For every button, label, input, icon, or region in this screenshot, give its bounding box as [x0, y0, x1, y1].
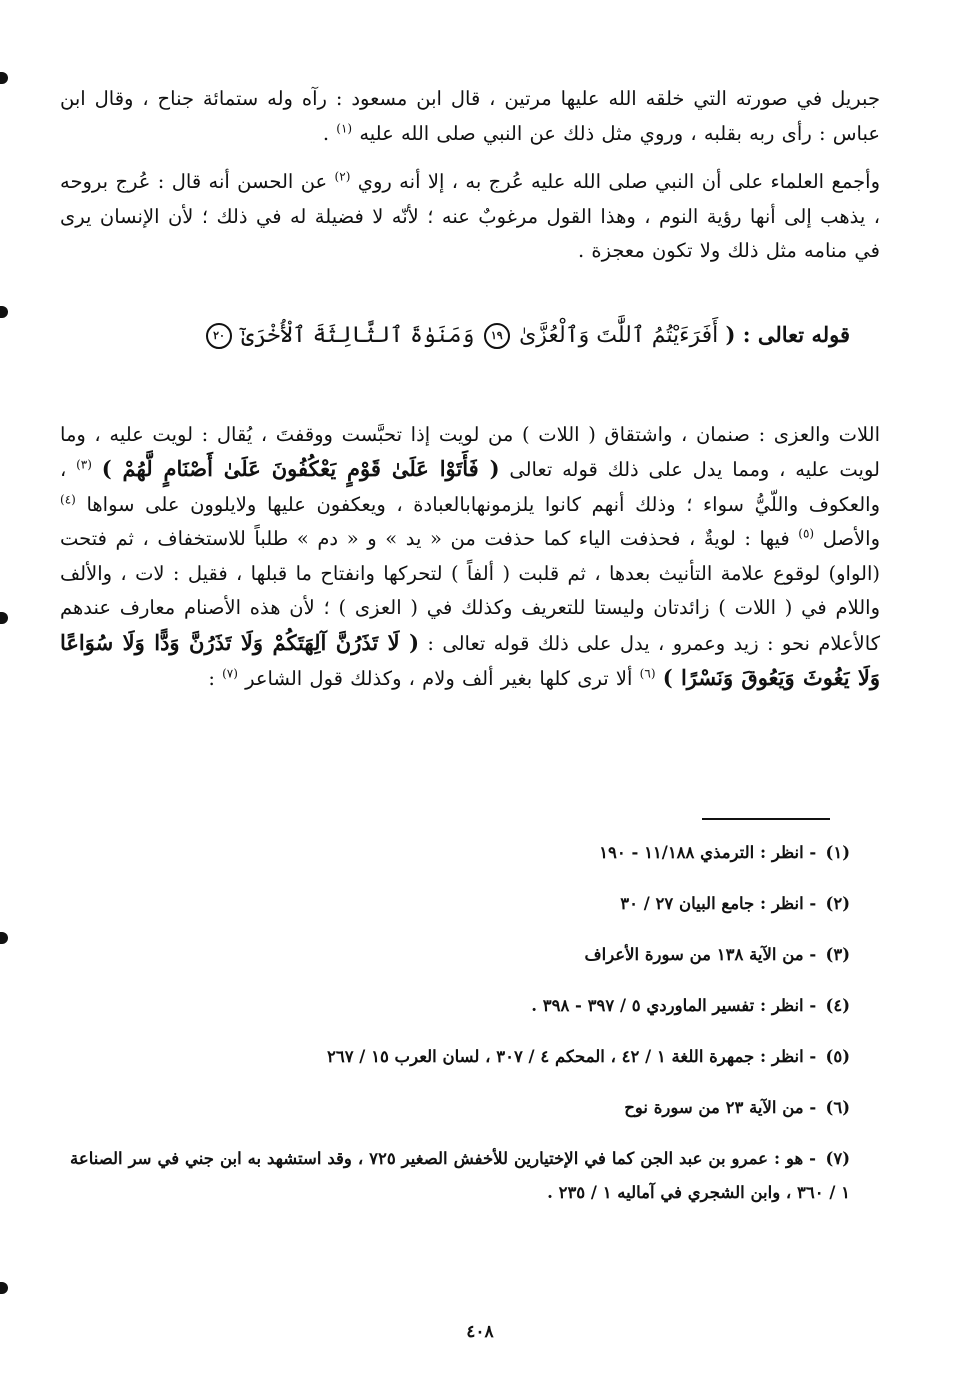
footnote-ref-7[interactable]: (٧): [222, 666, 238, 681]
paragraph-2-text-a: وأجمع العلماء على أن النبي صلى الله عليه عُرج به ، إلا أنه روي: [357, 170, 880, 193]
body-text-2: ، والعكوف واللّيُّ سواء ؛ وذلك أنهم كانوا يلزمونهابالعبادة ، ويعكفون عليها ولايلوون على سواها: [60, 458, 880, 516]
footnote-number: (٤): [825, 996, 850, 1015]
verse-text-20: وَمَنَوٰةَ ٱلثَّالِثَةَ ٱلْأُخْرَىٰٓ: [241, 322, 475, 348]
footnote-number: (٦): [825, 1098, 850, 1117]
footnotes: [70, 836, 850, 1210]
footnote-6: [70, 1091, 850, 1125]
binding-hole-5: [0, 1282, 8, 1294]
quran-quote-1: ( فَأَتَوْا عَلَىٰ قَوْمٍ يَعْكُفُونَ عَلَىٰ أَصْنَامٍ لَّهُمْ ): [101, 456, 500, 481]
footnote-number: (٢): [825, 894, 850, 913]
footnote-text: - من الآية ٢٣ من سورة نوح: [624, 1098, 817, 1117]
footnote-ref-6[interactable]: (٦): [639, 666, 656, 681]
footnote-text: - انظر : جامع البيان ٢٧ / ٣٠: [620, 894, 817, 913]
body-text-5: ألا ترى كلها بغير ألف ولام ، وكذلك قول الشاعر: [245, 667, 633, 690]
paragraph-1-text: جبريل في صورته التي خلقه الله عليها مرتين ، قال ابن مسعود : رآه وله ستمائة جناح ، وقال ابن عباس : رأى ربه بقلبه ، وروي مثل ذلك عن النبي صلى الله عليه: [60, 87, 880, 145]
paragraph-3: [60, 418, 880, 697]
footnote-7: [70, 1142, 850, 1210]
binding-hole-4: [0, 932, 8, 944]
footnote-number: (٧): [825, 1149, 850, 1168]
footnote-ref-1[interactable]: (١): [336, 121, 353, 135]
footnote-4: [70, 989, 850, 1023]
verse-text-19: أَفَرَءَيْتُمُ ٱللَّٰتَ وَٱلْعُزَّىٰ: [519, 322, 719, 348]
footnote-ref-5[interactable]: (٥): [798, 526, 815, 541]
verse-heading: [60, 315, 880, 356]
footnote-number: (٥): [825, 1047, 850, 1066]
body-text-6: :: [208, 667, 215, 690]
footnote-3: [70, 938, 850, 972]
footnote-ref-2[interactable]: (٢): [334, 169, 351, 184]
footnote-text: - انظر : جمهرة اللغة ١ / ٤٢ ، المحكم ٤ / ٣٠٧ ، لسان العرب ١٥ / ٢٦٧: [326, 1047, 817, 1066]
footnote-ref-4[interactable]: (٤): [60, 492, 76, 506]
page-content: [60, 82, 880, 709]
binding-hole-2: [0, 306, 8, 318]
paragraph-1: [60, 82, 880, 151]
paragraph-2: [60, 165, 880, 269]
binding-hole-3: [0, 612, 8, 624]
ayah-number-marker-icon: ٢٠: [206, 323, 232, 349]
footnote-separator: [702, 818, 830, 820]
footnote-5: [70, 1040, 850, 1074]
footnote-number: (١): [825, 843, 850, 862]
quran-quote-2: ( لَا تَذَرُنَّ آلِهَتَكُمْ وَلَا تَذَرُنَّ وَدًّا وَلَا سُوَاعًا وَلَا يَغُوثَ وَيَعُوقَ وَنَسْرًا ): [60, 629, 880, 690]
binding-hole-1: [0, 72, 8, 84]
verse-heading-label: قوله تعالى : (: [725, 321, 850, 347]
footnote-2: [70, 887, 850, 921]
paragraph-2-text-b: عن الحسن أنه قال : عُرج بروحه ، يذهب إلى أنها رؤية النوم ، وهذا القول مرغوبٌ عنه ؛ لأنّه لا فضيلة له في ذلك ؛ لأن الإنسان يرى في منامه مثل ذلك ولا تكون معجزة .: [60, 170, 880, 262]
footnote-text: - انظر : الترمذي ١١/١٨٨ - ١٩٠: [599, 843, 817, 862]
footnote-number: (٣): [825, 945, 850, 964]
ayah-number-marker-icon: ١٩: [484, 323, 510, 349]
footnote-text: - من الآية ١٣٨ من سورة الأعراف: [584, 945, 817, 964]
body-text-3: والأصل: [822, 527, 880, 550]
body-text-1: اللات والعزى : صنمان ، واشتقاق ( اللات ) من لويت إذا تحبَّست ووقفتَ ، يُقال : لويت عليه ، وما لويت عليه ، ومما يدل على ذلك قوله تعالى: [60, 422, 880, 481]
footnote-text: - انظر : تفسير الماوردي ٥ / ٣٩٧ - ٣٩٨ .: [531, 996, 817, 1015]
body-text-4: فيها : لويةٌ ، فحذفت الياء كما حذفت من « يد » و « دم » طلباً للاستخفاف ، ثم فتحت (الواو) لوقوع علامة التأنيث بعدها ، ثم قلبت ( ألفاً ) لتحركها وانفتاح ما قبلها ، فقيل : لات ، والألف واللام في ( اللات ) زائدتان وليستا للتعريف وكذلك في ( العزى ) ؛ لأن هذه الأصنام معارف عندهم كالأعلام نحو : زيد وعمرو ، يدل على ذلك قوله تعالى :: [60, 527, 881, 655]
footnote-1: [70, 836, 850, 870]
page-number: ٤٠٨: [466, 1322, 494, 1342]
footnote-text: - هو : عمرو بن عبد الجن كما في الإختيارين للأخفش الصغير ٧٢٥ ، وقد استشهد به ابن جني في سر الصناعة ١ / ٣٦٠ ، وابن الشجري في آماليه ١ / ٢٣٥ .: [70, 1149, 850, 1202]
paragraph-1-end: .: [322, 121, 330, 145]
footnote-ref-3[interactable]: (٣): [76, 457, 92, 472]
